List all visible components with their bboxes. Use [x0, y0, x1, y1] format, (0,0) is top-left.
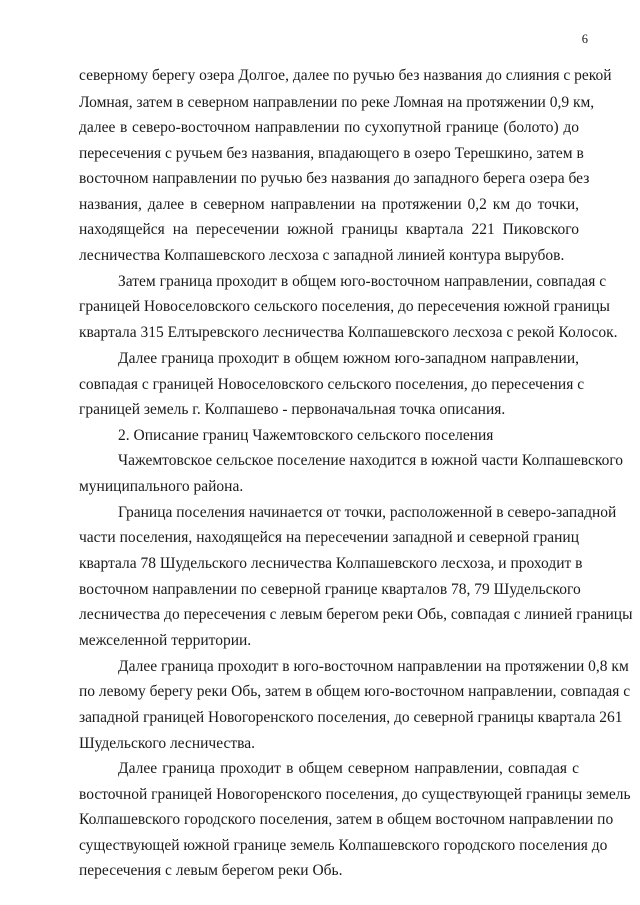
text-line: части поселения, находящейся на пересечении западной и северной границ	[79, 529, 579, 546]
text-line: межселенной территории.	[79, 632, 252, 649]
text-line: восточной границей Новогоренского поселения, до существующей границы земель	[79, 786, 631, 803]
text-line: Ломная, затем в северном направлении по реке Ломная на протяжении 0,9 км,	[79, 94, 595, 111]
text-line: восточном направлении по северной границе кварталов 78, 79 Шудельского	[79, 581, 581, 598]
text-line: Далее граница проходит в общем северном направлении, совпадая с	[118, 760, 579, 777]
text-line: Граница поселения начинается от точки, расположенной в северо-западной	[118, 504, 617, 521]
text-line: западной границей Новогоренского поселения, до северной границы квартала 261	[79, 709, 623, 726]
text-line: далее в северо-восточном направлении по сухопутной границе (болото) до	[79, 119, 579, 136]
text-line: квартала 78 Шудельского лесничества Колпашевского лесхоза, и проходит в	[79, 555, 583, 572]
text-line: муниципального района.	[79, 478, 244, 495]
text-line: Далее граница проходит в общем южном юго-западном направлении,	[118, 350, 579, 367]
text-line: названия, далее в северном направлении на протяжении 0,2 км до точки,	[79, 196, 579, 213]
text-line: находящейся на пересечении южной границы квартала 221 Пиковского	[79, 221, 579, 238]
text-line: Чажемтовское сельское поселение находится в южной части Колпашевского	[118, 452, 624, 469]
text-line: границей земель г. Колпашево - первоначальная точка описания.	[79, 401, 506, 418]
text-line: Шудельского лесничества.	[79, 735, 256, 752]
text-line: северному берегу озера Долгое, далее по ручью без названия до слияния с рекой	[79, 67, 612, 84]
text-line: Далее граница проходит в юго-восточном направлении на протяжении 0,8 км	[118, 658, 629, 675]
text-line: лесничества Колпашевского лесхоза с западной линией контура вырубов.	[79, 247, 565, 264]
text-line: совпадая с границей Новоселовского сельского поселения, до пересечения с	[79, 376, 585, 393]
text-line: восточном направлении по ручью без названия до западного берега озера без	[79, 170, 590, 187]
text-line: пересечения с ручьем без названия, впадающего в озеро Терешкино, затем в	[79, 145, 584, 162]
text-line: Затем граница проходит в общем юго-восточном направлении, совпадая с	[118, 273, 607, 290]
text-line: квартала 315 Елтыревского лесничества Колпашевского лесхоза с рекой Колосок.	[79, 324, 618, 341]
text-line: существующей южной границе земель Колпашевского городского поселения до	[79, 837, 608, 854]
text-line: пересечения с левым берегом реки Обь.	[79, 862, 343, 879]
text-line: Колпашевского городского поселения, затем в общем восточном направлении по	[79, 811, 614, 828]
text-line: лесничества до пересечения с левым берегом реки Обь, совпадая с линией границы	[79, 606, 633, 623]
section-heading: 2. Описание границ Чажемтовского сельского поселения	[118, 427, 494, 444]
text-line: границей Новоселовского сельского поселения, до пересечения южной границы	[79, 298, 610, 315]
text-line: по левому берегу реки Обь, затем в общем юго-восточном направлении, совпадая с	[79, 683, 631, 700]
page-number: 6	[581, 32, 588, 46]
